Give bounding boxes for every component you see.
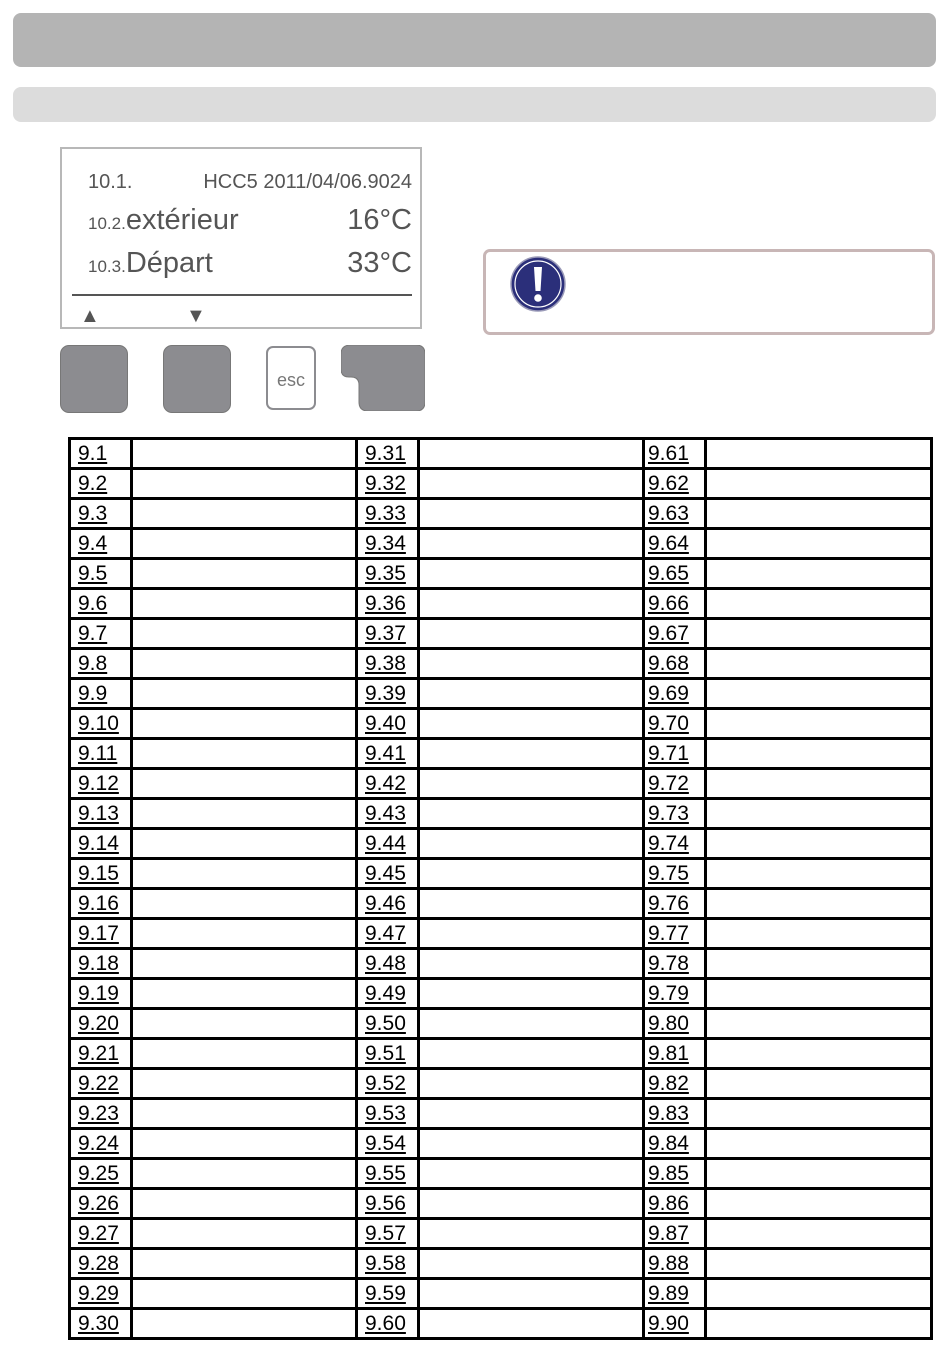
parameter-value-cell [132, 1189, 357, 1219]
parameter-code: 9.77 [644, 919, 706, 949]
parameter-code: 9.12 [70, 769, 132, 799]
parameter-code: 9.27 [70, 1219, 132, 1249]
parameter-code: 9.7 [70, 619, 132, 649]
parameter-value-cell [706, 1009, 932, 1039]
parameter-code: 9.10 [70, 709, 132, 739]
parameter-value-cell [419, 469, 644, 499]
display-line-2-label: extérieur [125, 204, 239, 236]
table-row [70, 949, 932, 979]
parameter-code: 9.73 [644, 799, 706, 829]
parameter-value-cell [419, 589, 644, 619]
parameter-value-cell [132, 679, 357, 709]
parameter-value-cell [132, 1249, 357, 1279]
parameter-code: 9.17 [70, 919, 132, 949]
display-line-1-number: 10.1. [88, 171, 133, 193]
parameter-code: 9.3 [70, 499, 132, 529]
parameter-code: 9.71 [644, 739, 706, 769]
parameter-code: 9.85 [644, 1159, 706, 1189]
parameter-code: 9.18 [70, 949, 132, 979]
parameter-value-cell [706, 1279, 932, 1309]
display-line-3-value: 33°C [347, 247, 412, 279]
display-line-2 [88, 204, 412, 240]
parameter-value-cell [706, 1129, 932, 1159]
parameter-value-cell [419, 1219, 644, 1249]
table-row [70, 769, 932, 799]
parameter-code: 9.76 [644, 889, 706, 919]
parameter-value-cell [419, 769, 644, 799]
parameter-code: 9.22 [70, 1069, 132, 1099]
parameter-code: 9.20 [70, 1009, 132, 1039]
header-bar [13, 13, 936, 67]
display-line-2-value: 16°C [347, 204, 412, 236]
parameter-code: 9.34 [357, 529, 419, 559]
parameter-code: 9.63 [644, 499, 706, 529]
display-line-3 [88, 247, 412, 283]
table-row [70, 679, 932, 709]
parameter-value-cell [132, 1009, 357, 1039]
parameter-code: 9.49 [357, 979, 419, 1009]
parameter-value-cell [706, 949, 932, 979]
parameter-value-cell [706, 679, 932, 709]
parameter-code: 9.89 [644, 1279, 706, 1309]
parameter-value-cell [706, 1099, 932, 1129]
parameter-value-cell [706, 979, 932, 1009]
parameter-code: 9.90 [644, 1309, 706, 1339]
table-row [70, 1039, 932, 1069]
parameter-value-cell [706, 829, 932, 859]
parameter-value-cell [706, 1309, 932, 1339]
parameter-value-cell [419, 559, 644, 589]
subheader-bar [13, 87, 936, 122]
parameter-value-cell [132, 469, 357, 499]
parameter-value-cell [706, 1159, 932, 1189]
table-row [70, 859, 932, 889]
parameter-value-cell [132, 499, 357, 529]
parameter-code: 9.40 [357, 709, 419, 739]
parameter-code: 9.16 [70, 889, 132, 919]
parameter-code: 9.70 [644, 709, 706, 739]
parameter-code: 9.9 [70, 679, 132, 709]
parameter-code: 9.53 [357, 1099, 419, 1129]
parameter-code: 9.8 [70, 649, 132, 679]
parameter-code: 9.45 [357, 859, 419, 889]
parameter-value-cell [132, 799, 357, 829]
parameter-value-cell [132, 829, 357, 859]
parameter-code: 9.37 [357, 619, 419, 649]
parameter-code: 9.6 [70, 589, 132, 619]
table-row [70, 469, 932, 499]
table-row [70, 829, 932, 859]
parameter-value-cell [132, 1069, 357, 1099]
parameter-code: 9.75 [644, 859, 706, 889]
parameter-code: 9.25 [70, 1159, 132, 1189]
parameter-code: 9.54 [357, 1129, 419, 1159]
exclamation-icon [510, 256, 566, 312]
table-row [70, 589, 932, 619]
table-row [70, 1279, 932, 1309]
table-row [70, 1099, 932, 1129]
display-line-1-text: HCC5 2011/04/06.9024 [203, 171, 412, 193]
parameter-value-cell [706, 469, 932, 499]
parameter-value-cell [419, 1189, 644, 1219]
table-row [70, 979, 932, 1009]
parameter-value-cell [419, 499, 644, 529]
table-row [70, 799, 932, 829]
table-row [70, 1189, 932, 1219]
parameter-code: 9.67 [644, 619, 706, 649]
parameter-code: 9.4 [70, 529, 132, 559]
parameter-value-cell [132, 619, 357, 649]
parameter-code: 9.68 [644, 649, 706, 679]
parameter-value-cell [419, 439, 644, 469]
up-button[interactable] [60, 345, 128, 413]
parameter-value-cell [706, 439, 932, 469]
parameter-code: 9.21 [70, 1039, 132, 1069]
parameter-value-cell [132, 769, 357, 799]
table-row [70, 619, 932, 649]
parameter-value-cell [132, 739, 357, 769]
table-row [70, 1249, 932, 1279]
parameter-code: 9.41 [357, 739, 419, 769]
parameter-value-cell [706, 769, 932, 799]
parameter-value-cell [419, 739, 644, 769]
lcd-display [60, 147, 422, 329]
parameter-code: 9.55 [357, 1159, 419, 1189]
esc-button[interactable]: esc [266, 346, 316, 410]
notice-box [483, 249, 935, 335]
parameter-value-cell [419, 1279, 644, 1309]
parameter-value-cell [132, 949, 357, 979]
parameter-code: 9.33 [357, 499, 419, 529]
parameter-code: 9.46 [357, 889, 419, 919]
parameter-value-cell [132, 439, 357, 469]
parameter-code: 9.28 [70, 1249, 132, 1279]
arrow-down-icon: ▼ [186, 305, 206, 327]
parameter-value-cell [132, 919, 357, 949]
parameter-code: 9.13 [70, 799, 132, 829]
parameter-code: 9.62 [644, 469, 706, 499]
parameter-code: 9.5 [70, 559, 132, 589]
table-row [70, 1129, 932, 1159]
parameter-code: 9.86 [644, 1189, 706, 1219]
parameter-code: 9.59 [357, 1279, 419, 1309]
parameter-value-cell [132, 1099, 357, 1129]
table-row [70, 439, 932, 469]
parameter-value-cell [706, 889, 932, 919]
parameter-code: 9.52 [357, 1069, 419, 1099]
parameter-code: 9.80 [644, 1009, 706, 1039]
parameter-code: 9.43 [357, 799, 419, 829]
parameter-code: 9.74 [644, 829, 706, 859]
parameter-value-cell [419, 709, 644, 739]
table-row [70, 919, 932, 949]
parameter-value-cell [132, 1129, 357, 1159]
parameter-value-cell [419, 1249, 644, 1279]
parameter-value-cell [132, 1219, 357, 1249]
parameter-code: 9.83 [644, 1099, 706, 1129]
parameter-code: 9.47 [357, 919, 419, 949]
parameter-value-cell [419, 1159, 644, 1189]
parameter-code: 9.2 [70, 469, 132, 499]
parameter-code: 9.26 [70, 1189, 132, 1219]
parameter-value-cell [706, 1249, 932, 1279]
parameter-code: 9.78 [644, 949, 706, 979]
parameter-value-cell [419, 1099, 644, 1129]
parameter-value-cell [706, 619, 932, 649]
parameter-value-cell [419, 649, 644, 679]
parameter-value-cell [419, 889, 644, 919]
table-row [70, 499, 932, 529]
parameter-value-cell [419, 1309, 644, 1339]
parameter-code: 9.64 [644, 529, 706, 559]
parameter-code: 9.56 [357, 1189, 419, 1219]
parameter-code: 9.66 [644, 589, 706, 619]
table-row [70, 649, 932, 679]
parameter-value-cell [706, 529, 932, 559]
parameter-value-cell [132, 1039, 357, 1069]
arrow-up-icon: ▲ [80, 305, 100, 327]
parameter-code: 9.82 [644, 1069, 706, 1099]
table-row [70, 1159, 932, 1189]
parameter-code: 9.11 [70, 739, 132, 769]
parameter-code: 9.81 [644, 1039, 706, 1069]
parameter-code: 9.61 [644, 439, 706, 469]
parameter-code: 9.60 [357, 1309, 419, 1339]
parameter-code: 9.36 [357, 589, 419, 619]
parameter-value-cell [419, 949, 644, 979]
parameter-value-cell [419, 1039, 644, 1069]
parameter-value-cell [419, 799, 644, 829]
parameter-code: 9.79 [644, 979, 706, 1009]
parameter-value-cell [706, 1219, 932, 1249]
parameter-value-cell [706, 859, 932, 889]
parameter-code: 9.65 [644, 559, 706, 589]
display-line-2-number: 10.2. [88, 214, 126, 233]
table-row [70, 889, 932, 919]
parameter-value-cell [132, 529, 357, 559]
parameter-value-cell [132, 859, 357, 889]
parameter-code: 9.15 [70, 859, 132, 889]
parameter-value-cell [419, 829, 644, 859]
table-row [70, 1069, 932, 1099]
parameter-value-cell [419, 919, 644, 949]
parameter-code: 9.38 [357, 649, 419, 679]
parameter-code: 9.50 [357, 1009, 419, 1039]
parameter-value-cell [419, 529, 644, 559]
parameter-code: 9.30 [70, 1309, 132, 1339]
parameter-value-cell [132, 589, 357, 619]
parameter-code: 9.48 [357, 949, 419, 979]
parameter-code: 9.87 [644, 1219, 706, 1249]
parameter-value-cell [706, 919, 932, 949]
parameter-value-cell [706, 739, 932, 769]
table-row [70, 1309, 932, 1339]
parameter-value-cell [706, 799, 932, 829]
table-row [70, 739, 932, 769]
parameter-code: 9.23 [70, 1099, 132, 1129]
parameter-code: 9.42 [357, 769, 419, 799]
display-line-3-number: 10.3. [88, 257, 126, 276]
parameter-value-cell [419, 619, 644, 649]
parameter-value-cell [706, 709, 932, 739]
parameter-value-cell [132, 559, 357, 589]
parameter-value-cell [706, 559, 932, 589]
parameter-code: 9.14 [70, 829, 132, 859]
table-row [70, 1009, 932, 1039]
parameter-code: 9.32 [357, 469, 419, 499]
table-row [70, 1219, 932, 1249]
parameter-value-cell [706, 1039, 932, 1069]
parameter-code: 9.88 [644, 1249, 706, 1279]
parameter-value-cell [706, 499, 932, 529]
parameter-code: 9.57 [357, 1219, 419, 1249]
parameter-code: 9.29 [70, 1279, 132, 1309]
table-row [70, 559, 932, 589]
parameter-table [68, 437, 933, 1340]
parameter-value-cell [419, 979, 644, 1009]
parameter-code: 9.58 [357, 1249, 419, 1279]
parameter-code: 9.1 [70, 439, 132, 469]
parameter-value-cell [132, 709, 357, 739]
parameter-value-cell [132, 1309, 357, 1339]
parameter-value-cell [132, 1279, 357, 1309]
parameter-code: 9.84 [644, 1129, 706, 1159]
parameter-code: 9.24 [70, 1129, 132, 1159]
parameter-value-cell [706, 589, 932, 619]
parameter-code: 9.69 [644, 679, 706, 709]
parameter-value-cell [419, 1009, 644, 1039]
ok-button[interactable] [341, 345, 425, 411]
parameter-value-cell [419, 1069, 644, 1099]
display-line-3-label: Départ [125, 247, 213, 279]
parameter-code: 9.44 [357, 829, 419, 859]
down-button[interactable] [163, 345, 231, 413]
parameter-value-cell [706, 649, 932, 679]
parameter-code: 9.39 [357, 679, 419, 709]
parameter-value-cell [706, 1069, 932, 1099]
table-row [70, 529, 932, 559]
parameter-value-cell [132, 979, 357, 1009]
parameter-code: 9.51 [357, 1039, 419, 1069]
parameter-code: 9.31 [357, 439, 419, 469]
parameter-value-cell [419, 1129, 644, 1159]
parameter-code: 9.19 [70, 979, 132, 1009]
parameter-code: 9.35 [357, 559, 419, 589]
parameter-value-cell [132, 649, 357, 679]
parameter-value-cell [419, 859, 644, 889]
parameter-value-cell [706, 1189, 932, 1219]
parameter-code: 9.72 [644, 769, 706, 799]
parameter-value-cell [132, 1159, 357, 1189]
display-separator [72, 294, 412, 296]
table-row [70, 709, 932, 739]
parameter-value-cell [132, 889, 357, 919]
parameter-value-cell [419, 679, 644, 709]
